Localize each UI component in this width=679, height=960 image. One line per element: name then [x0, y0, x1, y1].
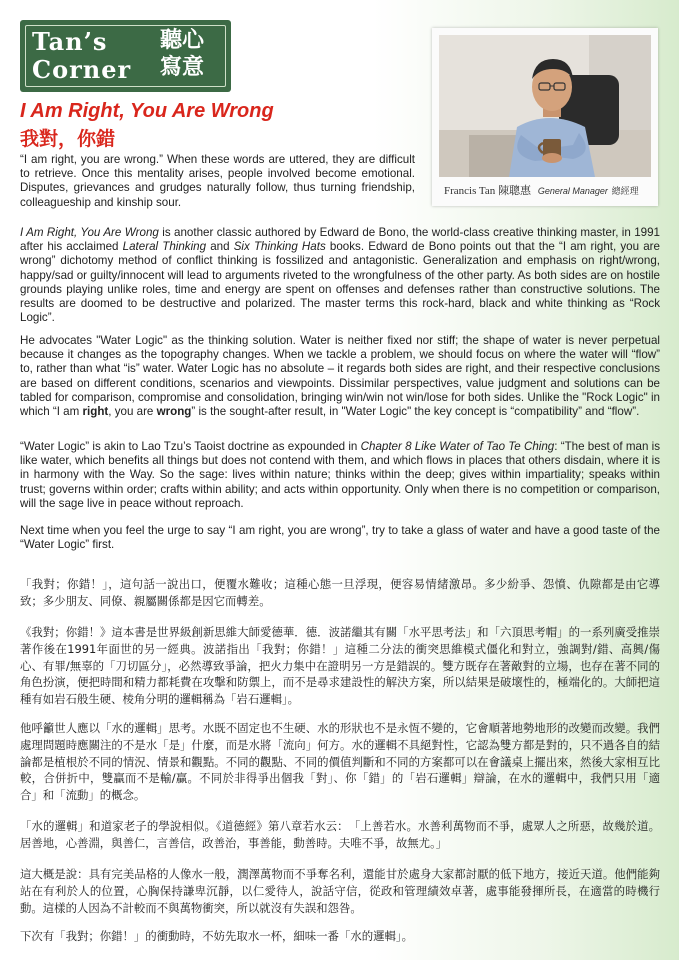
- author-name-english: Francis Tan: [444, 185, 496, 197]
- english-paragraph-1: “I am right, you are wrong.” When these words are uttered, they are difficult to retrieve. Once this mentality arises, people involved become emotional. Disputes, grievances and grudges naturally follow, thus turning friendship, colleagueship and kinship sour.: [20, 153, 415, 209]
- paragraph-text: and: [206, 240, 234, 254]
- author-portrait-illustration: [439, 35, 651, 177]
- book-title-lateral-thinking: Lateral Thinking: [122, 240, 207, 254]
- logo-text-line1: Tan’s: [32, 27, 108, 56]
- english-paragraph-3: [20, 334, 660, 419]
- chinese-paragraph-4: 「水的邏輯」和道家老子的學說相似。《道德經》第八章若水云： 「上善若水。水善利萬物而不爭，處眾人之所惡，故幾於道。居善地，心善淵，與善仁，言善信，政善治，事善能，動善時。夫唯不爭，故無尤。」: [20, 819, 660, 850]
- english-paragraph-2: [20, 226, 660, 325]
- chinese-paragraph-3: 他呼籲世人應以「水的邏輯」思考。水既不固定也不生硬、水的形狀也不是永恆不變的，它會順著地勢地形的改變而改變。我們處理問題時應關注的不是水「是」什麼，而是水將「流向」何方。水的邏輯不具絕對性，它認為雙方都是對的，只不過各自的結論都是植根於不同的情況、情景和觀點。不同的觀點、不同的價值判斷和不同的方案都可以在會議桌上擺出來，然後大家相互比較，合併折中，雙贏而不是輸/贏。不同於非得爭出個我「對」、你「錯」的「岩石邏輯」辯論，在水的邏輯中，我們只用「適合」和「流動」的概念。: [20, 721, 660, 803]
- tans-corner-logo: [20, 20, 231, 92]
- author-photo: [439, 35, 651, 177]
- logo-chinese-line1: 聽心: [160, 28, 205, 53]
- logo-chinese-line2: 寫意: [160, 55, 205, 80]
- paragraph-text: “Water Logic” is akin to Lao Tzu’s Taoist doctrine as expounded in: [20, 440, 361, 453]
- article-title-english: I Am Right, You Are Wrong: [20, 100, 274, 122]
- book-title-i-am-right: I Am Right, You Are Wrong: [20, 226, 159, 239]
- article-title-chinese: 我對，你錯: [20, 128, 116, 150]
- chinese-paragraph-5: 這大概是說：具有完美品格的人像水一般，潤澤萬物而不爭奪名利，還能甘於處身大家都討厭的低下地方，接近天道。他們能夠站在有利於人的位置，心胸保持謙卑沉靜，以仁愛待人，說話守信，從政和管理績效卓著，處事能發揮所長，在適當的時機行動。這樣的人因為不計較而不與萬物衝突，所以就沒有失誤和怨咎。: [20, 867, 660, 915]
- author-role-chinese: 總經理: [611, 186, 639, 196]
- chinese-paragraph-1: 「我對；你錯！」，這句話一說出口，便覆水難收；這種心態一旦浮現，便容易情緒激昂。多少紛爭、怨憤、仇隙都是由它導致；多少朋友、同僚、親屬關係都是因它而轉差。: [20, 577, 660, 608]
- english-paragraph-4: [20, 440, 660, 511]
- paragraph-text: : “The best of man is like water, which benefits all things but does not contend with them, and which flows in places that others disdain, where it is in harmony with the Way. So the sage: lives within nature; thinks within the deep; gives within impartiality; speaks within trust; governs within order; crafts within ability; and acts within opportunity. Only when there is no competition or comparison, will the sage live in peace without reproach.: [20, 440, 660, 510]
- bold-wrong: wrong: [156, 405, 192, 419]
- paragraph-text: is another classic authored by Edward de Bono, the world-class creative thinking master, in 1991 after his acclaimed: [20, 226, 660, 254]
- paragraph-text: He advocates "Water Logic" as the thinking solution. Water is neither fixed nor stiff; the shape of water is never perpetual because it changes as the topography changes. When we tackle a problem, we should focus on where the water will “flow” to, rather than what “is” water. Water Logic has no absolute – it regards both sides are right, and their respective conclusions are based on different conditions, scenarios and viewpoints. Dissimilar perspectives, value judgment and solutions can be tabled for comparison, compromise and consolidation, bringing win/win not win/lose for both sides. Unlike the "Rock Logic" in which “I am: [20, 334, 660, 419]
- paragraph-text: , you are: [108, 405, 157, 419]
- author-name-chinese: 陳聰惠: [498, 185, 532, 197]
- paragraph-text: books. Edward de Bono points out that the “I am right, you are wrong” dichotomy method of conflict thinking is fossilized and antagonistic. Generalization and emphasis on right/wrong, happy/sad or guilty/innocent will lead to arguments riveted to the wrongfulness of the other party. As both sides are on hostile grounds playing unlike roles, time and energy are spent on offenses and defenses rather than constructive solutions. The results are doomed to be destructive and polarized. The master terms this rock-hard, black and white thinking as “Rock Logic”.: [20, 240, 660, 325]
- chinese-paragraph-2: 《我對；你錯！》這本書是世界級創新思維大師愛德華．德．波諾繼其有關「水平思考法」和「六頂思考帽」的一系列廣受推崇著作後在1991年面世的另一經典。波諾指出「我對；你錯！」這種二分法的衝突思維模式僵化和對立，強調對/錯、高興/傷心、有罪/無辜的「刀切區分」，必然導致爭論，把火力集中在證明另一方是錯誤的。雙方既存在著敵對的立場，也存在著不同的角色扮演，便把時間和精力都耗費在攻擊和防禦上，而不是尋求建設性的解決方案，所以結果是破壞性的，極端化的。大師把這種有如岩石般生硬、棱角分明的邏輯稱為「岩石邏輯」。: [20, 625, 660, 707]
- logo-text-line2: Corner: [32, 55, 132, 84]
- english-paragraph-5: Next time when you feel the urge to say “I am right, you are wrong”, try to take a glass of water and have a good taste of the “Water Logic” first.: [20, 524, 660, 552]
- book-title-six-thinking-hats: Six Thinking Hats: [233, 240, 326, 254]
- chapter-title-tao-te-ching: Chapter 8 Like Water of Tao Te Ching: [360, 440, 555, 453]
- chinese-paragraph-6: 下次有「我對；你錯！」的衝動時，不妨先取水一杯，細味一番「水的邏輯」。: [20, 929, 413, 943]
- bold-right: right: [82, 405, 109, 419]
- paragraph-text: ” is the sought-after result, in "Water Logic" the key concept is “compatibility” and “flow”.: [191, 405, 640, 419]
- author-role-english: General Manager: [537, 186, 608, 196]
- photo-caption: [444, 182, 639, 198]
- author-photo-frame: [432, 28, 658, 206]
